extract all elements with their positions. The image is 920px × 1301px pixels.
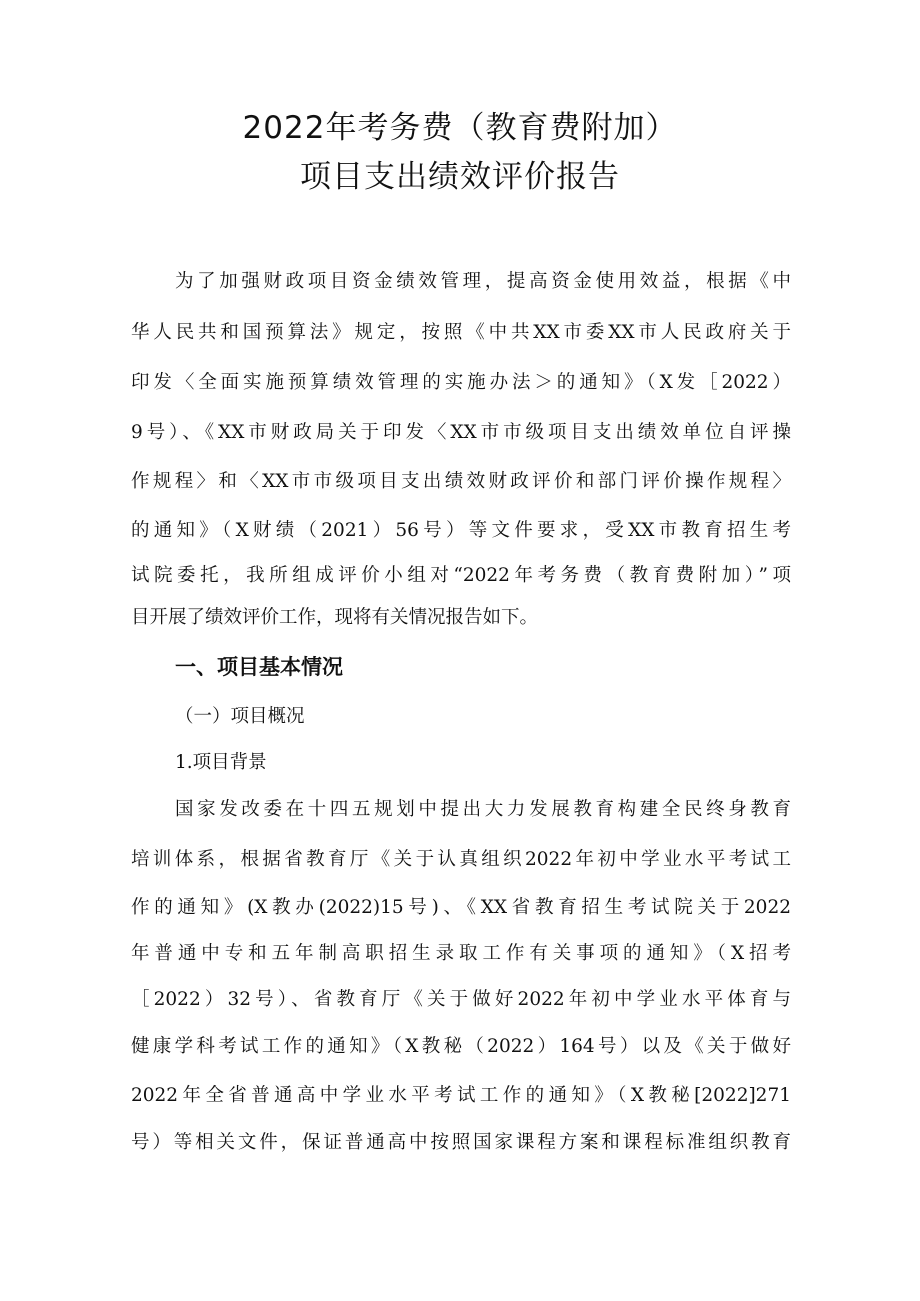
background-line: ［2022）32号）、省教育厅《关于做好2022年初中学业水平体育与 — [131, 989, 791, 1010]
background-line: 健康学科考试工作的通知》（X教秘（2022）164号）以及《关于做好 — [131, 1036, 791, 1057]
intro-line: 华人民共和国预算法》规定，按照《中共XX市委XX市人民政府关于 — [131, 322, 791, 343]
background-line: 培训体系，根据省教育厅《关于认真组织2022年初中学业水平考试工 — [131, 849, 791, 870]
intro-line: 印发〈全面实施预算绩效管理的实施办法＞的通知》（X发［2022） — [131, 372, 791, 393]
subsection-heading: （一）项目概况 — [175, 706, 305, 727]
background-line: 国家发改委在十四五规划中提出大力发展教育构建全民终身教育 — [175, 799, 791, 820]
item-heading: 1.项目背景 — [175, 752, 267, 773]
section-heading: 一、项目基本情况 — [175, 655, 343, 679]
intro-line: 9号）、《XX市财政局关于印发〈XX市市级项目支出绩效单位自评操 — [131, 422, 791, 443]
report-title-line-1: 2022年考务费（教育费附加） — [242, 110, 678, 146]
intro-line: 作规程〉和〈XX市市级项目支出绩效财政评价和部门评价操作规程〉 — [131, 471, 791, 492]
intro-line: 试院委托，我所组成评价小组对“2022年考务费（教育费附加）”项 — [131, 565, 791, 586]
background-line: 年普通中专和五年制高职招生录取工作有关事项的通知》（X招考 — [131, 943, 791, 964]
report-title-line-2: 项目支出绩效评价报告 — [300, 159, 620, 195]
intro-line: 为了加强财政项目资金绩效管理，提高资金使用效益，根据《中 — [175, 271, 791, 292]
background-line: 作的通知》(X教办(2022)15号)、《XX省教育招生考试院关于2022 — [131, 897, 791, 918]
background-line: 2022年全省普通高中学业水平考试工作的通知》（X教秘[2022]271 — [131, 1085, 791, 1106]
background-line: 号）等相关文件，保证普通高中按照国家课程方案和课程标准组织教育 — [131, 1132, 791, 1153]
intro-line: 的通知》（X财绩（2021）56号）等文件要求，受XX市教育招生考 — [131, 520, 791, 541]
intro-line: 目开展了绩效评价工作，现将有关情况报告如下。 — [131, 607, 539, 628]
